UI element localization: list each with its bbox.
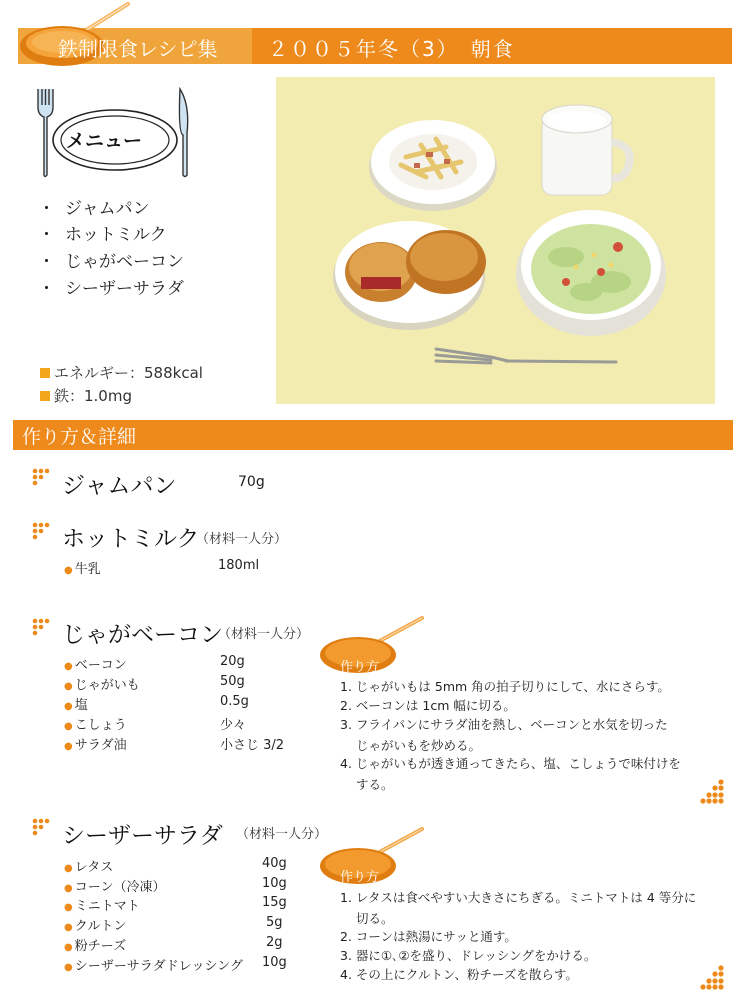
ingredient-amount: 0.5g xyxy=(220,694,249,709)
method-step-continued: する。 xyxy=(356,777,394,792)
orange-dots-icon xyxy=(32,468,54,490)
nutrition-iron: 鉄：1.0mg xyxy=(40,385,132,406)
ingredient-name: ● コーン（冷凍） xyxy=(64,880,166,895)
orange-dots-icon xyxy=(32,818,54,840)
method-step: 1. じゃがいもは 5mm 角の拍子切りにして、水にさらす。 xyxy=(340,679,670,694)
menu-item: ・ ホットミルク xyxy=(38,225,167,245)
recipe-note-milk: （材料一人分） xyxy=(196,532,288,547)
jampan-amount: 70g xyxy=(238,474,265,490)
method-step-continued: じゃがいもを炒める。 xyxy=(356,738,482,753)
ingredient-amount: 2g xyxy=(266,935,283,950)
header-title: 鉄制限食レシピ集 xyxy=(58,37,218,61)
section-title: 作り方＆詳細 xyxy=(22,426,137,448)
ingredient-amount: 小さじ 3/2 xyxy=(220,738,285,753)
ingredient-amount: 少々 xyxy=(220,718,247,733)
menu-title: メニュー xyxy=(66,130,143,152)
fork-icon xyxy=(38,89,53,177)
ingredient-amount: 15g xyxy=(262,895,287,910)
recipe-title-bacon: じゃがベーコン xyxy=(62,622,223,648)
nutrition-energy: エネルギー：588kcal xyxy=(40,362,203,383)
orange-dots-icon xyxy=(32,522,54,544)
recipe-title-milk: ホットミルク xyxy=(62,526,200,552)
ingredient-amount: 50g xyxy=(220,674,245,689)
ingredient-amount: 20g xyxy=(220,654,245,669)
ingredient-name: ● レタス xyxy=(64,860,114,875)
orange-dots-corner-icon xyxy=(700,778,726,804)
menu-item: ・ じゃがベーコン xyxy=(38,252,184,272)
method-label: 作り方 xyxy=(340,870,380,885)
square-bullet-icon xyxy=(40,391,50,401)
ingredient-name: ● ミニトマト xyxy=(64,899,140,914)
method-step: 4. その上にクルトン、粉チーズを散らす。 xyxy=(340,967,578,982)
ingredient-name: ● 塩 xyxy=(64,698,88,713)
knife-icon xyxy=(179,89,187,177)
menu-item: ・ ジャムパン xyxy=(38,199,150,219)
ingredient-name: ● こしょう xyxy=(64,718,127,733)
method-step: 3. フライパンにサラダ油を熱し、ベーコンと水気を切った xyxy=(340,717,668,732)
orange-dots-corner-icon xyxy=(700,964,726,990)
header-subtitle: ２００５年冬（3） 朝食 xyxy=(268,37,515,61)
recipe-note-salad: （材料一人分） xyxy=(236,827,328,842)
method-step: 4. じゃがいもが透き通ってきたら、塩、こしょうで味付けを xyxy=(340,756,681,771)
ingredient-amount: 10g xyxy=(262,955,287,970)
ingredient-amount: 10g xyxy=(262,876,287,891)
recipe-title-salad: シーザーサラダ xyxy=(62,823,223,849)
square-bullet-icon xyxy=(40,368,50,378)
menu-item: ・ シーザーサラダ xyxy=(38,279,184,299)
ingredient-amount: 40g xyxy=(262,856,287,871)
ingredient-name: ● シーザーサラダドレッシング xyxy=(64,959,243,974)
ingredient-name: ● 粉チーズ xyxy=(64,939,127,954)
ingredient-name: ● じゃがいも xyxy=(64,678,140,693)
method-step: 2. ベーコンは 1cm 幅に切る。 xyxy=(340,698,516,713)
breakfast-photo xyxy=(276,77,715,404)
method-label: 作り方 xyxy=(340,660,380,675)
ingredient-name: ● サラダ油 xyxy=(64,738,127,753)
recipe-title-jampan: ジャムパン xyxy=(62,473,177,499)
method-step: 2. コーンは熱湯にサッと通す。 xyxy=(340,929,517,944)
recipe-note-bacon: （材料一人分） xyxy=(218,627,310,642)
ingredient-name: ● ベーコン xyxy=(64,658,127,673)
ingredient-name: ● クルトン xyxy=(64,919,127,934)
method-step: 1. レタスは食べやすい大きさにちぎる。ミニトマトは 4 等分に xyxy=(340,890,697,905)
method-step-continued: 切る。 xyxy=(356,911,394,926)
ingredient-amount: 5g xyxy=(266,915,283,930)
orange-dots-icon xyxy=(32,618,54,640)
ingredient-amount: 180ml xyxy=(218,558,260,573)
ingredient-name: ● 牛乳 xyxy=(64,562,101,577)
method-step: 3. 器に①､②を盛り、ドレッシングをかける。 xyxy=(340,948,597,963)
